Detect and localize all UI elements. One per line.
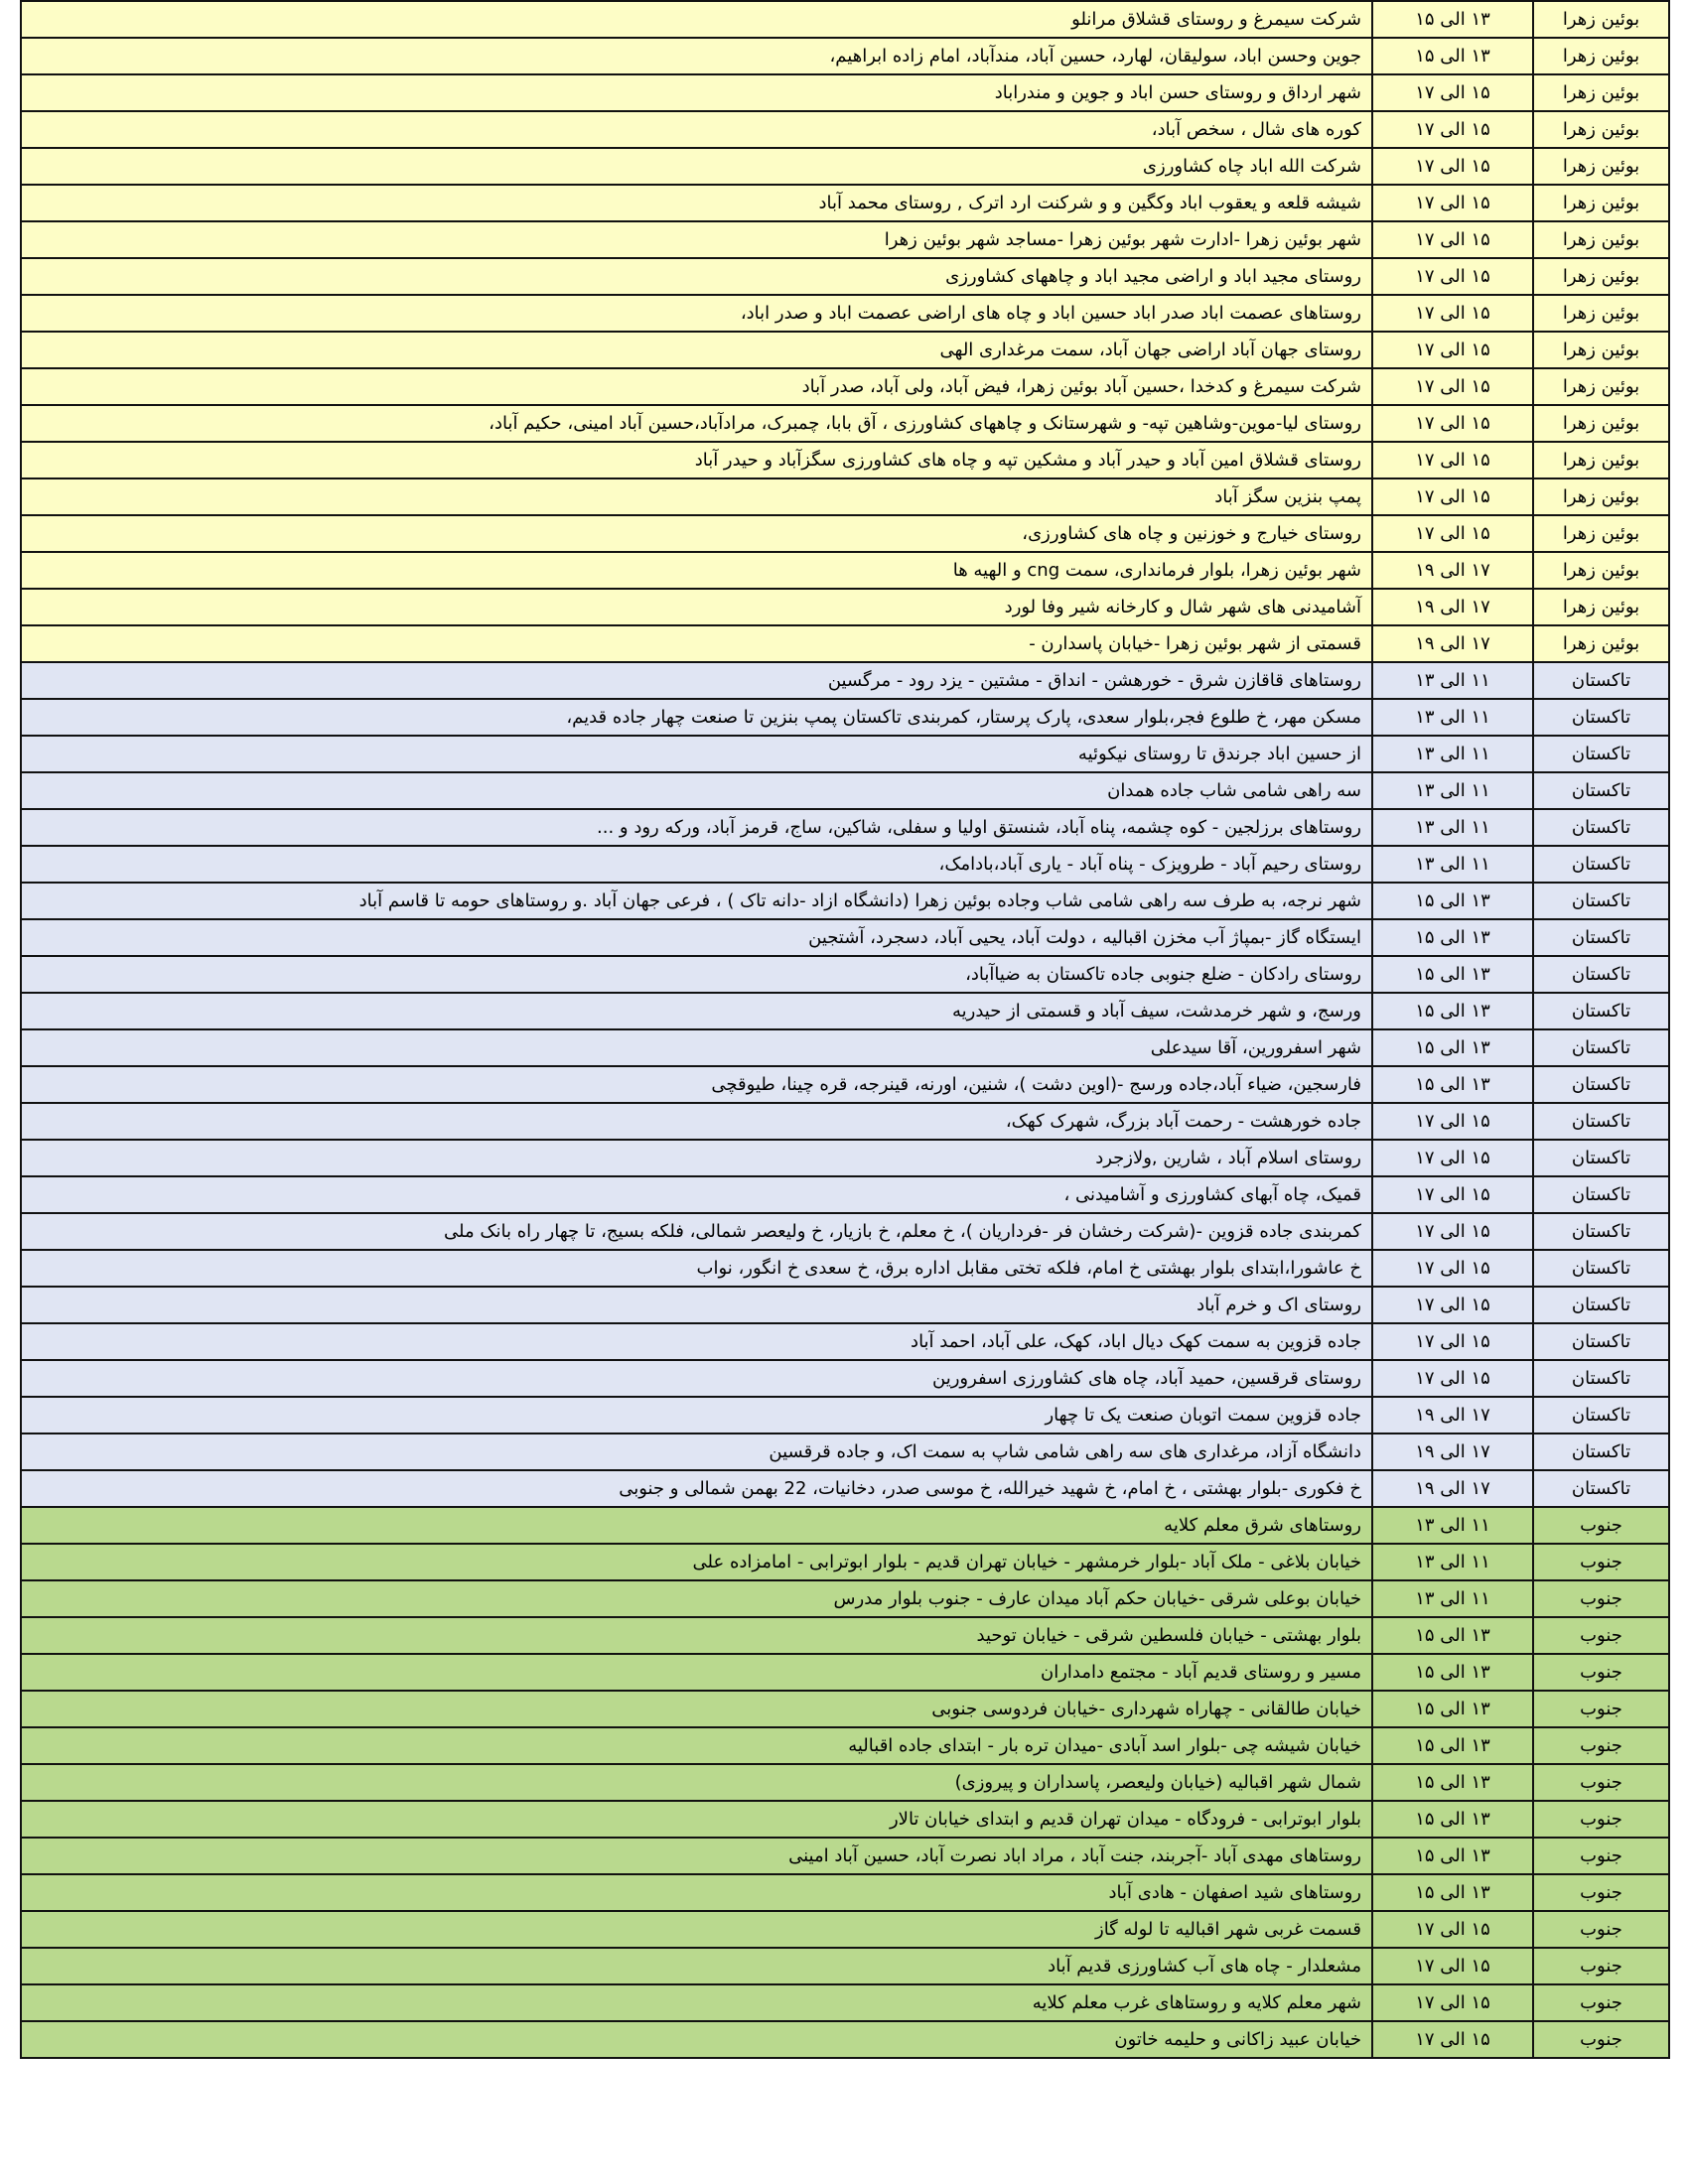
table-row bbox=[21, 148, 1669, 185]
time-cell: ۱۳ الی ۱۵ bbox=[1372, 1066, 1533, 1103]
table-row bbox=[21, 736, 1669, 772]
table-row bbox=[21, 809, 1669, 846]
time-cell: ۱۳ الی ۱۵ bbox=[1372, 1801, 1533, 1838]
region-cell: بوئین زهرا bbox=[1533, 295, 1669, 332]
area-cell: شهر اسفرورین، آقا سیدعلی bbox=[21, 1029, 1372, 1066]
area-cell: خ فکوری -بلوار بهشتی ، خ امام، خ شهید خیرالله، خ موسی صدر، دخانیات، 22 بهمن شمالی و جنوبی bbox=[21, 1470, 1372, 1507]
area-cell: شمال شهر اقبالیه (خیابان ولیعصر، پاسداران و پیروزی) bbox=[21, 1764, 1372, 1801]
time-cell: ۱۵ الی ۱۷ bbox=[1372, 1911, 1533, 1948]
table-row bbox=[21, 1397, 1669, 1433]
table-row bbox=[21, 772, 1669, 809]
area-cell: بلوار بهشتی - خیابان فلسطین شرقی - خیابان توحید bbox=[21, 1617, 1372, 1654]
area-cell: خ عاشورا،ابتدای بلوار بهشتی خ امام، فلکه تختی مقابل اداره برق، خ سعدی خ انگور، نواب bbox=[21, 1250, 1372, 1287]
region-cell: تاکستان bbox=[1533, 699, 1669, 736]
area-cell: شرکت سیمرغ و کدخدا ،حسین آباد بوئین زهرا، فیض آباد، ولی آباد، صدر آباد bbox=[21, 368, 1372, 405]
area-cell: روستاهای قاقازن شرق - خورهشن - انداق - مشتین - یزد رود - مرگسین bbox=[21, 662, 1372, 699]
table-row bbox=[21, 1433, 1669, 1470]
time-cell: ۱۵ الی ۱۷ bbox=[1372, 1287, 1533, 1323]
table-row bbox=[21, 1580, 1669, 1617]
table-row bbox=[21, 1323, 1669, 1360]
area-cell: جوین وحسن اباد، سولیقان، لهارد، حسین آباد، مندآباد، امام زاده ابراهیم، bbox=[21, 38, 1372, 74]
time-cell: ۱۱ الی ۱۳ bbox=[1372, 736, 1533, 772]
time-cell: ۱۳ الی ۱۵ bbox=[1372, 1838, 1533, 1874]
area-cell: روستای رحیم آباد - طرویزک - پناه آباد - یاری آباد،بادامک، bbox=[21, 846, 1372, 883]
region-cell: بوئین زهرا bbox=[1533, 478, 1669, 515]
area-cell: شهر بوئین زهرا، بلوار فرمانداری، سمت cng و الهیه ها bbox=[21, 552, 1372, 589]
region-cell: بوئین زهرا bbox=[1533, 74, 1669, 111]
region-cell: تاکستان bbox=[1533, 1250, 1669, 1287]
region-cell: جنوب bbox=[1533, 1544, 1669, 1580]
time-cell: ۱۱ الی ۱۳ bbox=[1372, 699, 1533, 736]
region-cell: جنوب bbox=[1533, 1838, 1669, 1874]
time-cell: ۱۳ الی ۱۵ bbox=[1372, 1874, 1533, 1911]
table-row bbox=[21, 662, 1669, 699]
region-cell: تاکستان bbox=[1533, 1287, 1669, 1323]
region-cell: بوئین زهرا bbox=[1533, 185, 1669, 221]
table-row bbox=[21, 1654, 1669, 1691]
table-row bbox=[21, 1140, 1669, 1176]
table-row bbox=[21, 625, 1669, 662]
time-cell: ۱۳ الی ۱۵ bbox=[1372, 956, 1533, 993]
time-cell: ۱۵ الی ۱۷ bbox=[1372, 258, 1533, 295]
region-cell: تاکستان bbox=[1533, 1140, 1669, 1176]
table-row bbox=[21, 1176, 1669, 1213]
region-cell: بوئین زهرا bbox=[1533, 111, 1669, 148]
table-row bbox=[21, 1103, 1669, 1140]
table-row bbox=[21, 1507, 1669, 1544]
time-cell: ۱۵ الی ۱۷ bbox=[1372, 74, 1533, 111]
table-row bbox=[21, 699, 1669, 736]
region-cell: بوئین زهرا bbox=[1533, 625, 1669, 662]
region-cell: جنوب bbox=[1533, 1874, 1669, 1911]
area-cell: کمربندی جاده قزوین -(شرکت رخشان فر -فرداریان )، خ معلم، خ بازیار، خ ولیعصر شمالی، فلکه بسیج، تا چهار راه بانک ملی bbox=[21, 1213, 1372, 1250]
time-cell: ۱۵ الی ۱۷ bbox=[1372, 111, 1533, 148]
table-row bbox=[21, 442, 1669, 478]
region-cell: تاکستان bbox=[1533, 1029, 1669, 1066]
region-cell: تاکستان bbox=[1533, 883, 1669, 919]
time-cell: ۱۵ الی ۱۷ bbox=[1372, 405, 1533, 442]
table-row bbox=[21, 515, 1669, 552]
time-cell: ۱۵ الی ۱۷ bbox=[1372, 295, 1533, 332]
table-row bbox=[21, 1801, 1669, 1838]
time-cell: ۱۷ الی ۱۹ bbox=[1372, 1397, 1533, 1433]
region-cell: بوئین زهرا bbox=[1533, 332, 1669, 368]
area-cell: شرکت سیمرغ و روستای قشلاق مرانلو bbox=[21, 1, 1372, 38]
time-cell: ۱۳ الی ۱۵ bbox=[1372, 38, 1533, 74]
area-cell: خیابان بلاغی - ملک آباد -بلوار خرمشهر - خیابان تهران قدیم - بلوار ابوترابی - امامزاده علی bbox=[21, 1544, 1372, 1580]
time-cell: ۱۳ الی ۱۵ bbox=[1372, 1691, 1533, 1727]
table-row bbox=[21, 1874, 1669, 1911]
table-row bbox=[21, 1838, 1669, 1874]
time-cell: ۱۳ الی ۱۵ bbox=[1372, 919, 1533, 956]
region-cell: جنوب bbox=[1533, 1727, 1669, 1764]
region-cell: تاکستان bbox=[1533, 1323, 1669, 1360]
area-cell: بلوار ابوترابی - فرودگاه - میدان تهران قدیم و ابتدای خیابان تالار bbox=[21, 1801, 1372, 1838]
area-cell: روستای جهان آباد اراضی جهان آباد، سمت مرغداری الهی bbox=[21, 332, 1372, 368]
table-row bbox=[21, 38, 1669, 74]
area-cell: جاده قزوین به سمت کهک دیال اباد، کهک، علی آباد، احمد آباد bbox=[21, 1323, 1372, 1360]
time-cell: ۱۵ الی ۱۷ bbox=[1372, 221, 1533, 258]
table-row bbox=[21, 1544, 1669, 1580]
time-cell: ۱۳ الی ۱۵ bbox=[1372, 1764, 1533, 1801]
table-row bbox=[21, 1287, 1669, 1323]
region-cell: جنوب bbox=[1533, 1691, 1669, 1727]
region-cell: تاکستان bbox=[1533, 772, 1669, 809]
region-cell: جنوب bbox=[1533, 1580, 1669, 1617]
time-cell: ۱۵ الی ۱۷ bbox=[1372, 1140, 1533, 1176]
time-cell: ۱۱ الی ۱۳ bbox=[1372, 772, 1533, 809]
region-cell: جنوب bbox=[1533, 1984, 1669, 2021]
time-cell: ۱۷ الی ۱۹ bbox=[1372, 625, 1533, 662]
area-cell: خیابان شیشه چی -بلوار اسد آبادی -میدان تره بار - ابتدای جاده اقبالیه bbox=[21, 1727, 1372, 1764]
table-row bbox=[21, 1, 1669, 38]
table-body bbox=[21, 1, 1669, 2058]
region-cell: تاکستان bbox=[1533, 1213, 1669, 1250]
region-cell: تاکستان bbox=[1533, 662, 1669, 699]
table-row bbox=[21, 1727, 1669, 1764]
time-cell: ۱۵ الی ۱۷ bbox=[1372, 332, 1533, 368]
region-cell: جنوب bbox=[1533, 1617, 1669, 1654]
table-row bbox=[21, 185, 1669, 221]
area-cell: قسمت غربی شهر اقبالیه تا لوله گاز bbox=[21, 1911, 1372, 1948]
area-cell: شهر بوئین زهرا -ادارت شهر بوئین زهرا -مساجد شهر بوئین زهرا bbox=[21, 221, 1372, 258]
region-cell: جنوب bbox=[1533, 1948, 1669, 1984]
table-row bbox=[21, 332, 1669, 368]
region-cell: بوئین زهرا bbox=[1533, 515, 1669, 552]
area-cell: خیابان بوعلی شرقی -خیابان حکم آباد میدان عارف - جنوب بلوار مدرس bbox=[21, 1580, 1372, 1617]
region-cell: تاکستان bbox=[1533, 1433, 1669, 1470]
region-cell: بوئین زهرا bbox=[1533, 148, 1669, 185]
region-cell: بوئین زهرا bbox=[1533, 405, 1669, 442]
table-row bbox=[21, 1984, 1669, 2021]
table-row bbox=[21, 589, 1669, 625]
time-cell: ۱۵ الی ۱۷ bbox=[1372, 515, 1533, 552]
area-cell: جاده قزوین سمت اتوبان صنعت یک تا چهار bbox=[21, 1397, 1372, 1433]
region-cell: بوئین زهرا bbox=[1533, 368, 1669, 405]
area-cell: روستاهای شید اصفهان - هادی آباد bbox=[21, 1874, 1372, 1911]
schedule-sheet bbox=[20, 0, 1670, 2059]
time-cell: ۱۵ الی ۱۷ bbox=[1372, 1984, 1533, 2021]
area-cell: شرکت الله اباد چاه کشاورزی bbox=[21, 148, 1372, 185]
region-cell: بوئین زهرا bbox=[1533, 589, 1669, 625]
area-cell: سه راهی شامی شاب جاده همدان bbox=[21, 772, 1372, 809]
area-cell: قمیک، چاه آبهای کشاورزی و آشامیدنی ، bbox=[21, 1176, 1372, 1213]
area-cell: شهر معلم کلایه و روستاهای غرب معلم کلایه bbox=[21, 1984, 1372, 2021]
table-row bbox=[21, 221, 1669, 258]
table-row bbox=[21, 883, 1669, 919]
area-cell: روستای قشلاق امین آباد و حیدر آباد و مشکین تپه و چاه های کشاورزی سگزآباد و حیدر آباد bbox=[21, 442, 1372, 478]
area-cell: فارسجین، ضیاء آباد،جاده ورسج -(اوین دشت )، شنین، اورنه، قینرجه، قره چینا، طیوقچی bbox=[21, 1066, 1372, 1103]
area-cell: ورسج، و شهر خرمدشت، سیف آباد و قسمتی از حیدریه bbox=[21, 993, 1372, 1029]
region-cell: تاکستان bbox=[1533, 1470, 1669, 1507]
region-cell: تاکستان bbox=[1533, 1103, 1669, 1140]
time-cell: ۱۵ الی ۱۷ bbox=[1372, 1360, 1533, 1397]
area-cell: شهر ارداق و روستای حسن اباد و جوین و مندراباد bbox=[21, 74, 1372, 111]
time-cell: ۱۳ الی ۱۵ bbox=[1372, 1654, 1533, 1691]
region-cell: تاکستان bbox=[1533, 1066, 1669, 1103]
region-cell: بوئین زهرا bbox=[1533, 221, 1669, 258]
table-row bbox=[21, 478, 1669, 515]
time-cell: ۱۱ الی ۱۳ bbox=[1372, 1507, 1533, 1544]
area-cell: خیابان طالقانی - چهاراه شهرداری -خیابان فردوسی جنوبی bbox=[21, 1691, 1372, 1727]
area-cell: روستای لیا-موین-وشاهین تپه- و شهرستانک و چاههای کشاورزی ، آق بابا، چمبرک، مرادآباد،حسین آباد امینی، حکیم آباد، bbox=[21, 405, 1372, 442]
time-cell: ۱۵ الی ۱۷ bbox=[1372, 478, 1533, 515]
table-row bbox=[21, 1470, 1669, 1507]
region-cell: بوئین زهرا bbox=[1533, 38, 1669, 74]
area-cell: روستای خیارج و خوزنین و چاه های کشاورزی، bbox=[21, 515, 1372, 552]
table-row bbox=[21, 846, 1669, 883]
table-row bbox=[21, 919, 1669, 956]
area-cell: شیشه قلعه و یعقوب اباد وکگین و و شرکنت ارد اترک , روستای محمد آباد bbox=[21, 185, 1372, 221]
region-cell: تاکستان bbox=[1533, 846, 1669, 883]
time-cell: ۱۳ الی ۱۵ bbox=[1372, 1, 1533, 38]
table-row bbox=[21, 1764, 1669, 1801]
time-cell: ۱۱ الی ۱۳ bbox=[1372, 846, 1533, 883]
area-cell: روستای اسلام آباد ، شارین ,ولازجرد bbox=[21, 1140, 1372, 1176]
region-cell: تاکستان bbox=[1533, 1397, 1669, 1433]
area-cell: جاده خورهشت - رحمت آباد بزرگ، شهرک کهک، bbox=[21, 1103, 1372, 1140]
table-row bbox=[21, 74, 1669, 111]
table-row bbox=[21, 552, 1669, 589]
region-cell: جنوب bbox=[1533, 2021, 1669, 2058]
table-row bbox=[21, 1691, 1669, 1727]
time-cell: ۱۵ الی ۱۷ bbox=[1372, 368, 1533, 405]
area-cell: از حسین اباد جرندق تا روستای نیکوئیه bbox=[21, 736, 1372, 772]
time-cell: ۱۱ الی ۱۳ bbox=[1372, 809, 1533, 846]
time-cell: ۱۵ الی ۱۷ bbox=[1372, 1176, 1533, 1213]
time-cell: ۱۳ الی ۱۵ bbox=[1372, 993, 1533, 1029]
time-cell: ۱۵ الی ۱۷ bbox=[1372, 1323, 1533, 1360]
time-cell: ۱۵ الی ۱۷ bbox=[1372, 442, 1533, 478]
time-cell: ۱۵ الی ۱۷ bbox=[1372, 185, 1533, 221]
time-cell: ۱۵ الی ۱۷ bbox=[1372, 2021, 1533, 2058]
table-row bbox=[21, 111, 1669, 148]
table-row bbox=[21, 1911, 1669, 1948]
region-cell: تاکستان bbox=[1533, 919, 1669, 956]
region-cell: جنوب bbox=[1533, 1911, 1669, 1948]
region-cell: تاکستان bbox=[1533, 1360, 1669, 1397]
region-cell: تاکستان bbox=[1533, 956, 1669, 993]
table-row bbox=[21, 1948, 1669, 1984]
time-cell: ۱۵ الی ۱۷ bbox=[1372, 1948, 1533, 1984]
area-cell: دانشگاه آزاد، مرغداری های سه راهی شامی شاپ به سمت اک، و جاده قرقسین bbox=[21, 1433, 1372, 1470]
time-cell: ۱۵ الی ۱۷ bbox=[1372, 1103, 1533, 1140]
region-cell: جنوب bbox=[1533, 1507, 1669, 1544]
area-cell: مسکن مهر، خ طلوع فجر،بلوار سعدی، پارک پرستار، کمربندی تاکستان پمپ بنزین تا صنعت چهار جاده قدیم، bbox=[21, 699, 1372, 736]
area-cell: روستای اک و خرم آباد bbox=[21, 1287, 1372, 1323]
area-cell: روستاهای شرق معلم کلایه bbox=[21, 1507, 1372, 1544]
region-cell: جنوب bbox=[1533, 1654, 1669, 1691]
area-cell: مشعلدار - چاه های آب کشاورزی قدیم آباد bbox=[21, 1948, 1372, 1984]
area-cell: روستاهای برزلجین - کوه چشمه، پناه آباد، شنستق اولیا و سفلی، شاکین، ساج، قرمز آباد، ورکه رود و ... bbox=[21, 809, 1372, 846]
area-cell: روستاهای مهدی آباد -آجربند، جنت آباد ، مراد اباد نصرت آباد، حسین آباد امینی bbox=[21, 1838, 1372, 1874]
region-cell: تاکستان bbox=[1533, 1176, 1669, 1213]
time-cell: ۱۳ الی ۱۵ bbox=[1372, 1617, 1533, 1654]
region-cell: بوئین زهرا bbox=[1533, 442, 1669, 478]
area-cell: مسیر و روستای قدیم آباد - مجتمع دامداران bbox=[21, 1654, 1372, 1691]
time-cell: ۱۵ الی ۱۷ bbox=[1372, 1250, 1533, 1287]
area-cell: روستای رادکان - ضلع جنوبی جاده تاکستان به ضیاآباد، bbox=[21, 956, 1372, 993]
table-row bbox=[21, 1066, 1669, 1103]
time-cell: ۱۱ الی ۱۳ bbox=[1372, 1580, 1533, 1617]
area-cell: خیابان عبید زاکانی و حلیمه خاتون bbox=[21, 2021, 1372, 2058]
outage-schedule-table bbox=[20, 0, 1670, 2059]
table-row bbox=[21, 1360, 1669, 1397]
area-cell: روستای قرقسین، حمید آباد، چاه های کشاورزی اسفرورین bbox=[21, 1360, 1372, 1397]
time-cell: ۱۱ الی ۱۳ bbox=[1372, 1544, 1533, 1580]
time-cell: ۱۷ الی ۱۹ bbox=[1372, 1433, 1533, 1470]
area-cell: ایستگاه گاز -بمپاژ آب مخزن اقبالیه ، دولت آباد، یحیی آباد، دسجرد، آشتجین bbox=[21, 919, 1372, 956]
region-cell: جنوب bbox=[1533, 1764, 1669, 1801]
region-cell: تاکستان bbox=[1533, 809, 1669, 846]
region-cell: بوئین زهرا bbox=[1533, 258, 1669, 295]
region-cell: جنوب bbox=[1533, 1801, 1669, 1838]
time-cell: ۱۵ الی ۱۷ bbox=[1372, 1213, 1533, 1250]
area-cell: قسمتی از شهر بوئین زهرا -خیابان پاسدارن - bbox=[21, 625, 1372, 662]
area-cell: شهر نرجه، به طرف سه راهی شامی شاب وجاده بوئین زهرا (دانشگاه ازاد -دانه تاک ) ، فرعی جهان آباد .و روستاهای حومه تا قاسم آباد bbox=[21, 883, 1372, 919]
table-row bbox=[21, 1250, 1669, 1287]
table-row bbox=[21, 1213, 1669, 1250]
time-cell: ۱۵ الی ۱۷ bbox=[1372, 148, 1533, 185]
time-cell: ۱۷ الی ۱۹ bbox=[1372, 1470, 1533, 1507]
table-row bbox=[21, 956, 1669, 993]
table-row bbox=[21, 2021, 1669, 2058]
area-cell: آشامیدنی های شهر شال و کارخانه شیر وفا لورد bbox=[21, 589, 1372, 625]
region-cell: بوئین زهرا bbox=[1533, 552, 1669, 589]
table-row bbox=[21, 1617, 1669, 1654]
table-row bbox=[21, 368, 1669, 405]
area-cell: روستاهای عصمت اباد صدر اباد حسین اباد و چاه های اراضی عصمت اباد و صدر اباد، bbox=[21, 295, 1372, 332]
table-row bbox=[21, 258, 1669, 295]
area-cell: کوره های شال ، سخص آباد، bbox=[21, 111, 1372, 148]
time-cell: ۱۱ الی ۱۳ bbox=[1372, 662, 1533, 699]
time-cell: ۱۳ الی ۱۵ bbox=[1372, 1727, 1533, 1764]
table-row bbox=[21, 993, 1669, 1029]
time-cell: ۱۷ الی ۱۹ bbox=[1372, 589, 1533, 625]
time-cell: ۱۳ الی ۱۵ bbox=[1372, 1029, 1533, 1066]
area-cell: روستای مجید اباد و اراضی مجید اباد و چاههای کشاورزی bbox=[21, 258, 1372, 295]
table-row bbox=[21, 295, 1669, 332]
area-cell: پمپ بنزین سگز آباد bbox=[21, 478, 1372, 515]
time-cell: ۱۷ الی ۱۹ bbox=[1372, 552, 1533, 589]
region-cell: بوئین زهرا bbox=[1533, 1, 1669, 38]
region-cell: تاکستان bbox=[1533, 993, 1669, 1029]
table-row bbox=[21, 405, 1669, 442]
time-cell: ۱۳ الی ۱۵ bbox=[1372, 883, 1533, 919]
table-row bbox=[21, 1029, 1669, 1066]
region-cell: تاکستان bbox=[1533, 736, 1669, 772]
